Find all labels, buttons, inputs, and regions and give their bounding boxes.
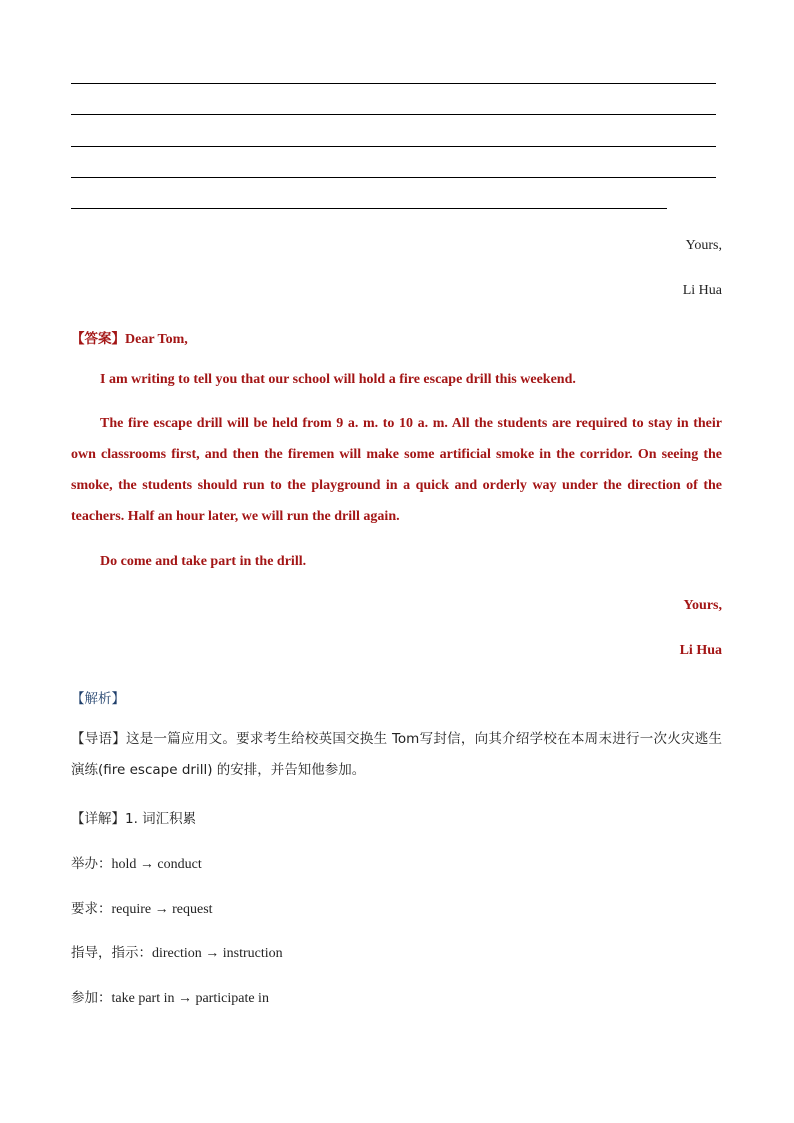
vocab-item — [71, 986, 269, 1007]
vocab-item — [71, 941, 283, 962]
answer-signature: Li Hua — [679, 643, 722, 658]
answer-heading — [71, 327, 188, 348]
vocab-en: take part in → participate in — [111, 991, 269, 1006]
answer-paragraph-2: The fire escape drill will be held from 9 a. m. to 10 a. m. All the students are required to stay in their own classrooms first, and then the firemen will make some artificial smoke in the corridor. On seeing the smoke, the students should run to the playground in a quick and orderly way under the direction of the teachers. Half an hour later, we will run the drill again. — [71, 416, 722, 524]
detail-tag: 【详解】 — [71, 811, 125, 827]
analysis-tag: 【解析】 — [71, 691, 125, 707]
vocab-en: direction → instruction — [152, 946, 283, 961]
answer-paragraph-1: I am writing to tell you that our school will hold a fire escape drill this weekend. — [100, 372, 576, 387]
vocab-en: hold → conduct — [111, 857, 202, 872]
vocab-item — [71, 852, 202, 873]
letter-closing: Yours, — [685, 238, 722, 253]
writing-line-1 — [71, 83, 716, 84]
vocab-item — [71, 897, 213, 918]
answer-salutation: Dear Tom, — [125, 332, 188, 347]
vocab-cn: 参加： — [71, 990, 112, 1006]
vocab-en: require → request — [111, 902, 213, 917]
guide-tag: 【导语】 — [71, 731, 127, 747]
guide-text: 这是一篇应用文。要求考生给校英国交换生 Tom写封信，向其介绍学校在本周末进行一次火灾逃生演练(fire escape drill) 的安排，并告知他参加。 — [71, 731, 722, 778]
vocab-cn: 要求： — [71, 901, 112, 917]
detail-heading — [71, 807, 196, 828]
answer-paragraph-3: Do come and take part in the drill. — [100, 554, 307, 569]
writing-line-2 — [71, 114, 716, 115]
writing-line-3 — [71, 146, 716, 147]
answer-tag: 【答案】 — [71, 331, 125, 347]
answer-closing: Yours, — [683, 598, 722, 613]
writing-line-5 — [71, 208, 667, 209]
writing-line-4 — [71, 177, 716, 178]
detail-title: 1. 词汇积累 — [125, 811, 197, 827]
vocab-cn: 指导，指示： — [71, 945, 152, 961]
guide-paragraph — [71, 724, 722, 786]
letter-signature: Li Hua — [682, 283, 722, 298]
vocab-cn: 举办： — [71, 856, 112, 872]
